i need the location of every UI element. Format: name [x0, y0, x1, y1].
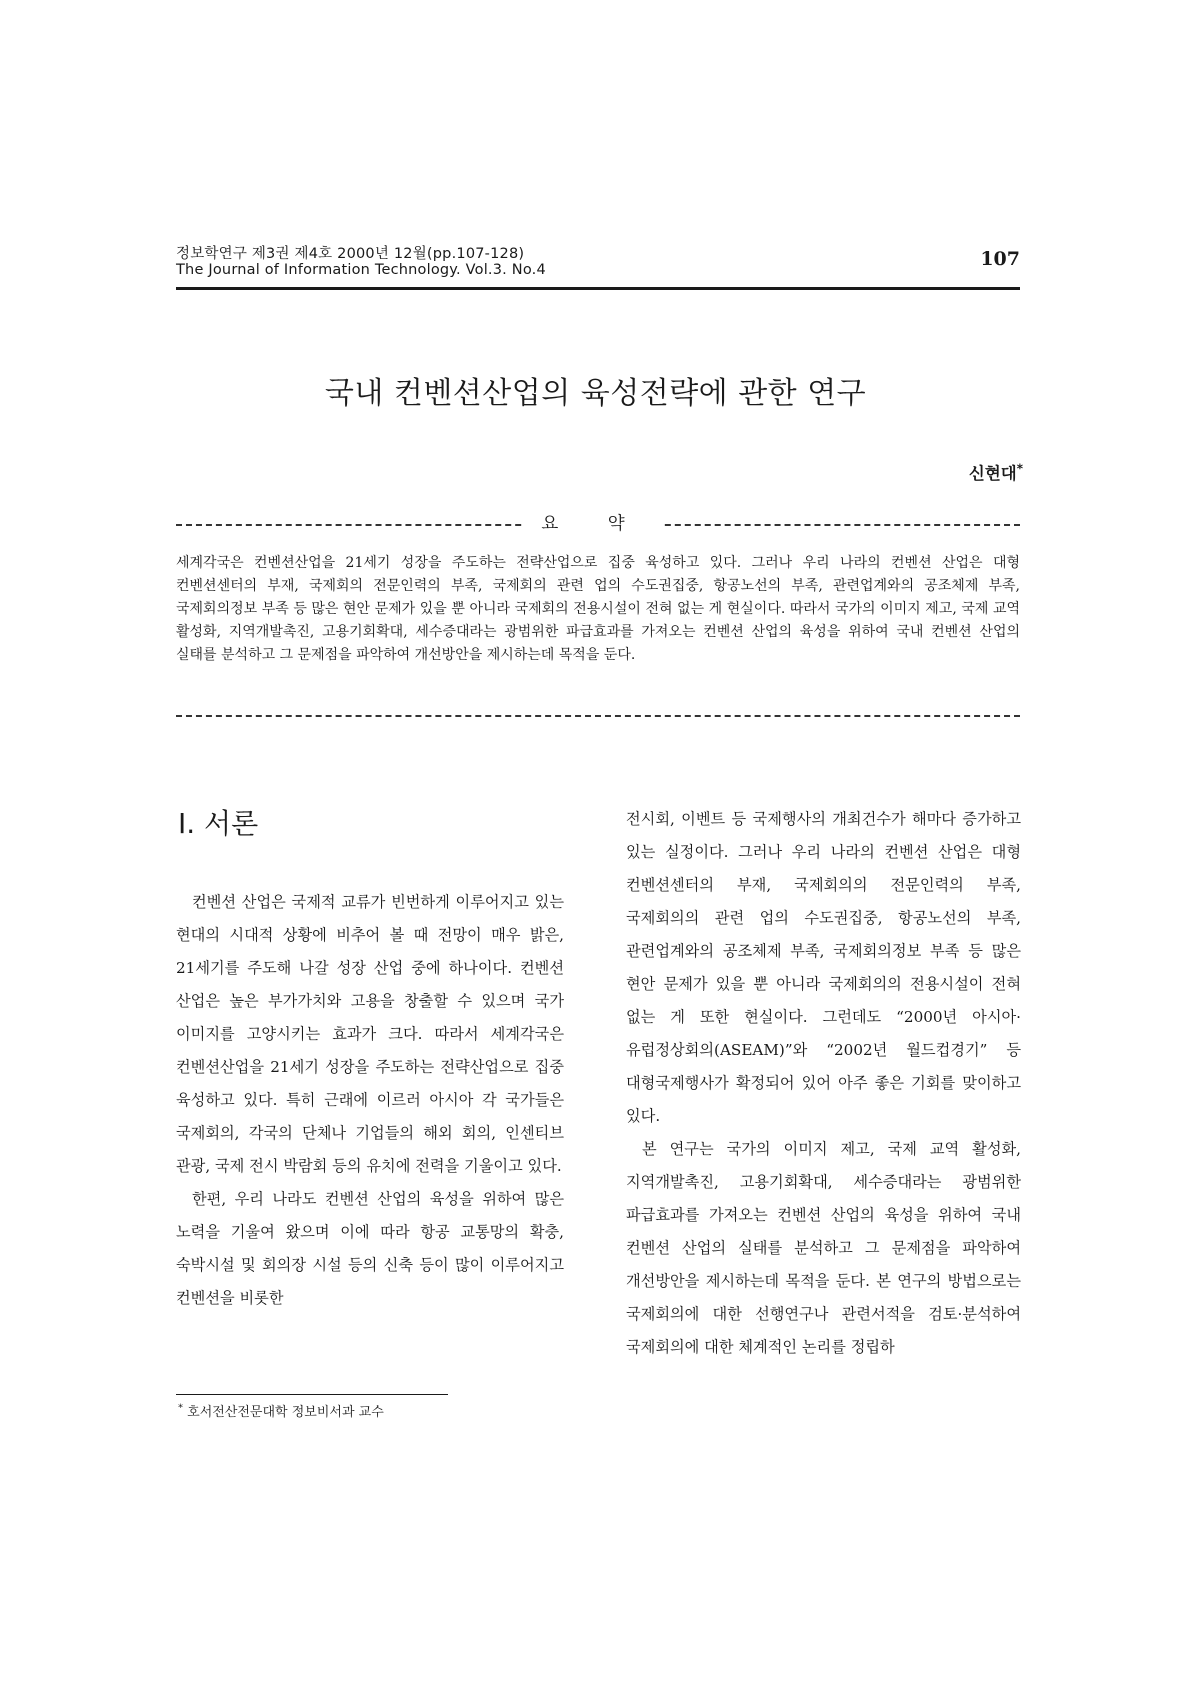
footnote: [178, 1401, 384, 1420]
footnote-rule: [176, 1394, 448, 1395]
body-paragraph: 컨벤션 산업은 국제적 교류가 빈번하게 이루어지고 있는 현대의 시대적 상황에 비추어 볼 때 전망이 매우 밝은, 21세기를 주도해 나갈 성장 산업 중에 하나이다. 컨벤션 산업은 높은 부가가치와 고용을 창출할 수 있으며 국가 이미지를 고양시키는 효과가 크다. 따라서 세계각국은 컨벤션산업을 21세기 성장을 주도하는 전략산업으로 집중 육성하고 있다. 특히 근래에 이르러 아시아 각 국가들은 국제회의, 각국의 단체나 기업들의 해외 회의, 인센티브 관광, 국제 전시 박람회 등의 유치에 전력을 기울이고 있다.: [176, 893, 564, 1175]
journal-citation-korean: 정보학연구 제3권 제4호 2000년 12월(pp.107-128): [176, 246, 525, 262]
abstract-label: 요 약: [524, 510, 664, 535]
author-name: 신현대: [968, 464, 1017, 483]
body-paragraph: 한편, 우리 나라도 컨벤션 산업의 육성을 위하여 많은 노력을 기울여 왔으며 이에 따라 항공 교통망의 확충, 숙박시설 및 회의장 시설 등의 신축 등이 많이 이루어지고 컨벤션을 비롯한: [176, 1190, 564, 1307]
author: [969, 460, 1023, 484]
left-column: [176, 886, 564, 1315]
page-number: 107: [980, 248, 1020, 270]
section-heading: Ⅰ. 서론: [178, 807, 259, 840]
body-paragraph: 전시회, 이벤트 등 국제행사의 개최건수가 해마다 증가하고 있는 실정이다. 그러나 우리 나라의 컨벤션 산업은 대형 컨벤션센터의 부재, 국제회의의 전문인력의 부족, 국제회의의 관련 업의 수도권집중, 항공노선의 부족, 관련업계와의 공조체제 부족, 국제회의정보 부족 등 많은 현안 문제가 있을 뿐 아니라 국제회의의 전용시설이 전혀 없는 게 또한 현실이다. 그런데도 “2000년 아시아·유럽정상회의(ASEAM)”와 “2002년 월드컵경기” 등 대형국제행사가 확정되어 있어 아주 좋은 기회를 맞이하고 있다.: [626, 810, 1021, 1125]
body-paragraph: 본 연구는 국가의 이미지 제고, 국제 교역 활성화, 지역개발촉진, 고용기회확대, 세수증대라는 광범위한 파급효과를 가져오는 컨벤션 산업의 육성을 위하여 국내 컨벤션 산업의 실태를 분석하고 그 문제점을 파악하여 개선방안을 제시하는데 목적을 둔다. 본 연구의 방법으로는 국제회의에 대한 선행연구나 관련서적을 검토·분석하여 국제회의에 대한 체계적인 논리를 정립하: [626, 1140, 1021, 1356]
author-mark: *: [1016, 461, 1023, 476]
abstract-bottom-rule: [176, 715, 1020, 719]
right-column: [626, 803, 1021, 1364]
footnote-text: 호서전산전문대학 정보비서과 교수: [187, 1405, 384, 1420]
header-rule: [176, 287, 1020, 290]
journal-citation-english: The Journal of Information Technology. Vol.3. No.4: [176, 262, 546, 278]
running-header: [176, 246, 1020, 278]
footnote-mark: *: [178, 1402, 183, 1414]
paper-title: 국내 컨벤션산업의 육성전략에 관한 연구: [324, 376, 867, 411]
abstract-text: 세계각국은 컨벤션산업을 21세기 성장을 주도하는 전략산업으로 집중 육성하고 있다. 그러나 우리 나라의 컨벤션 산업은 대형 컨벤션센터의 부재, 국제회의 전문인력의 부족, 국제회의 관련 업의 수도권집중, 항공노선의 부족, 관련업계와의 공조체제 부족, 국제회의정보 부족 등 많은 현안 문제가 있을 뿐 아니라 국제회의 전용시설이 전혀 없는 게 현실이다. 따라서 국가의 이미지 제고, 국제 교역 활성화, 지역개발촉진, 고용기회확대, 세수증대라는 광범위한 파급효과를 가져오는 컨벤션 산업의 육성을 위하여 국내 컨벤션 산업의 실태를 분석하고 그 문제점을 파악하여 개선방안을 제시하는데 목적을 둔다.: [176, 555, 1020, 663]
